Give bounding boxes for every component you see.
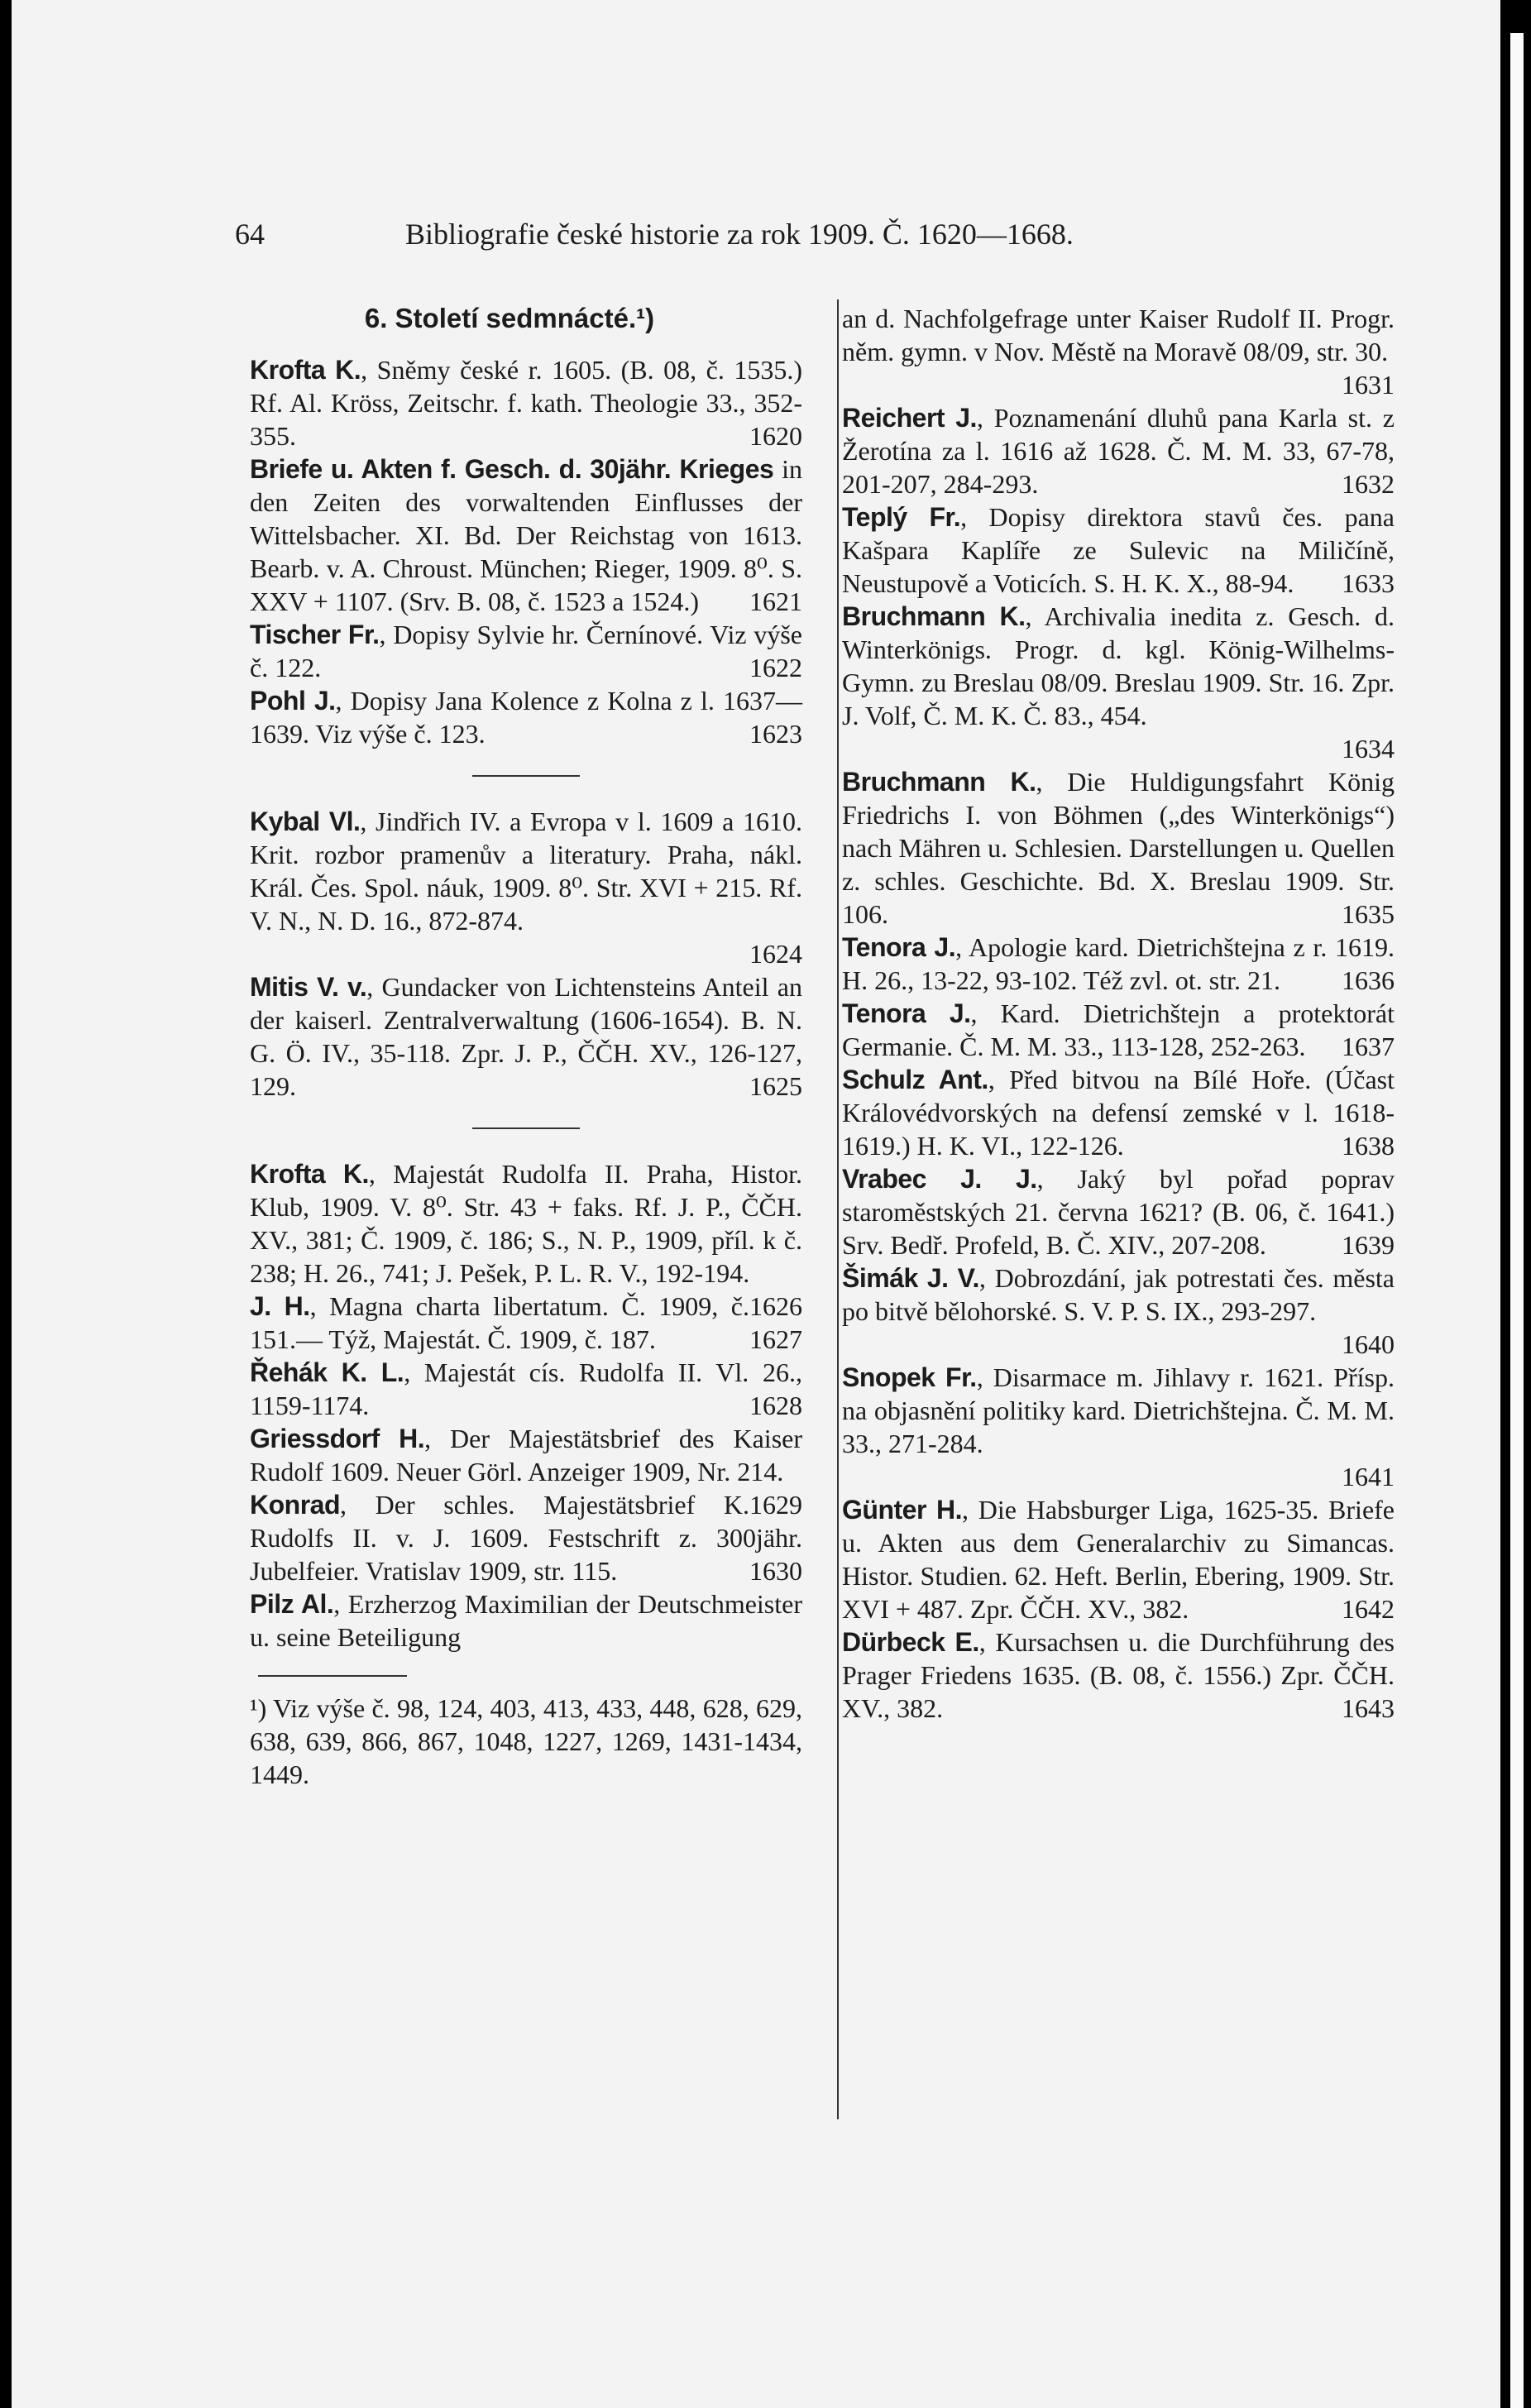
bibliography-entry <box>250 1290 802 1356</box>
entry-text: , Poznamenání dluhů pana Karla st. z Žerotína za l. 1616 až 1628. Č. M. M. 33, 67-78, 201-207, 284-293. <box>842 403 1395 499</box>
entry-author: Snopek Fr. <box>842 1362 977 1392</box>
entry-text: , Magna charta libertatum. Č. 1909, č. 151.— Týž, Majestát. Č. 1909, č. 187. <box>250 1291 750 1354</box>
entry-author: Bruchmann K. <box>842 767 1036 797</box>
bibliography-entry <box>250 1587 802 1654</box>
entry-author: Reichert J. <box>842 403 977 433</box>
entry-number: 1637 <box>1342 1032 1395 1061</box>
entry-number: 1621 <box>749 586 802 616</box>
entry-author: Mitis V. v. <box>250 972 367 1002</box>
entry-author: Konrad <box>250 1490 340 1520</box>
separator-rule <box>472 775 580 777</box>
bibliography-entry <box>842 1261 1395 1361</box>
entry-author: Griessdorf H. <box>250 1424 425 1453</box>
bibliography-entry <box>250 452 802 618</box>
entry-author: Krofta K. <box>250 1159 369 1189</box>
entry-number: 1625 <box>749 1071 802 1101</box>
entry-author: Dürbeck E. <box>842 1627 979 1657</box>
entry-number: 1624 <box>749 939 802 969</box>
entry-author: Krofta K. <box>250 355 361 385</box>
entry-group-1 <box>250 353 802 750</box>
entry-number: 1634 <box>1342 734 1395 764</box>
bibliography-entry <box>250 618 802 684</box>
bibliography-entry <box>842 1063 1395 1162</box>
entry-text: , Jindřich IV. a Evropa v l. 1609 a 1610. Krit. rozbor pramenův a literatury. Praha, nákl. Král. Čes. Spol. náuk, 1909. 8⁰. Str. XVI + 215. Rf. V. N., N. D. 16., 872-874. <box>250 807 803 936</box>
bibliography-entry <box>842 997 1395 1063</box>
entry-text: , Die Huldigungsfahrt König Friedrichs I. von Böhmen („des Winterkönigs“) nach Mähren u. Schlesien. Darstellungen u. Quellen z. schles. Geschichte. Bd. X. Breslau 1909. Str. 106. <box>842 767 1395 929</box>
footnote-rule <box>258 1675 407 1677</box>
entry-continuation: an d. Nachfolgefrage unter Kaiser Rudolf II. Progr. něm. gymn. v Nov. Městě na Moravě 08/09, str. 30. <box>842 304 1395 366</box>
entry-author: Řehák K. L. <box>250 1357 404 1387</box>
right-column <box>842 302 1395 1725</box>
entry-author: Pilz Al. <box>250 1589 334 1619</box>
entry-number: 1636 <box>1342 965 1395 995</box>
entry-text: , Před bitvou na Bílé Hoře. (Účast Královédvorských na defensí zemské v l. 1618-1619.) H. K. VI., 122-126. <box>842 1065 1395 1161</box>
entry-text: , Kard. Dietrichštejn a protektorát Germanie. Č. M. M. 33., 113-128, 252-263. <box>842 998 1395 1061</box>
entry-author: J. H. <box>250 1291 310 1321</box>
entry-author: Pohl J. <box>250 686 336 716</box>
bibliography-entry <box>842 1493 1395 1625</box>
entry-text: , Majestát Rudolfa II. Praha, Histor. Klub, 1909. V. 8⁰. Str. 43 + faks. Rf. J. P., ČČH. XV., 381; Č. 1909, č. 186; S., N. P., 1909, příl. k č. 238; H. 26., 741; J. Pešek, P. L. R. V., 192-194. <box>250 1159 803 1288</box>
entry-number: 1622 <box>749 653 802 682</box>
entry-author: Tenora J. <box>842 998 971 1028</box>
entry-author: Briefe u. Akten f. Gesch. d. 30jähr. Krieges <box>250 454 774 484</box>
entry-group-right <box>842 302 1395 1725</box>
entry-text: , Sněmy české r. 1605. (B. 08, č. 1535.) Rf. Al. Kröss, Zeitschr. f. kath. Theologie 33., 352-355. <box>250 355 803 451</box>
column-divider <box>837 299 839 2119</box>
entry-text: , Der Majestätsbrief des Kaiser Rudolf 1609. Neuer Görl. Anzeiger 1909, Nr. 214. <box>250 1424 803 1486</box>
entry-text: , Jaký byl pořad poprav staroměstských 21. června 1621? (B. 06, č. 1641.) Srv. Bedř. Profeld, B. Č. XIV., 207-208. <box>842 1164 1395 1260</box>
entry-text: , Disarmace m. Jihlavy r. 1621. Přísp. na objasnění politiky kard. Dietrichštejna. Č. M. M. 33., 271-284. <box>842 1362 1395 1458</box>
bibliography-entry <box>250 805 802 970</box>
scanned-page <box>12 0 1500 2408</box>
entry-group-2 <box>250 805 802 1103</box>
entry-number: 1620 <box>749 421 802 451</box>
entry-author: Šimák J. V. <box>842 1263 979 1293</box>
bibliography-entry <box>842 401 1395 500</box>
entry-author: Teplý Fr. <box>842 502 961 532</box>
entry-number: 1643 <box>1342 1693 1395 1723</box>
entry-text: , Dopisy direktora stavů čes. pana Kašpara Kaplíře ze Sulevic na Miličíně, Neustupově a Voticích. S. H. K. X., 88-94. <box>842 502 1395 598</box>
entry-author: Tenora J. <box>842 932 956 962</box>
entry-number: 1626 <box>749 1291 802 1321</box>
entry-number: 1638 <box>1342 1131 1395 1161</box>
entry-number: 1639 <box>1342 1230 1395 1260</box>
entry-number: 1635 <box>1342 899 1395 929</box>
entry-text: , Archivalia inedita z. Gesch. d. Winterkönigs. Progr. d. kgl. König-Wilhelms-Gymn. zu Breslau 08/09. Breslau 1909. Str. 16. Zpr. J. Volf, Č. M. K. Č. 83., 454. <box>842 601 1395 730</box>
entry-number: 1640 <box>1342 1329 1395 1359</box>
entry-text: , Der schles. Majestätsbrief K. Rudolfs II. v. J. 1609. Festschrift z. 300jähr. Jubelfeier. Vratislav 1909, str. 115. <box>250 1490 802 1586</box>
entry-text: , Kursachsen u. die Durchführung des Prager Friedens 1635. (B. 08, č. 1556.) Zpr. ČČH. XV., 382. <box>842 1627 1395 1723</box>
entry-text: , Erzherzog Maximilian der Deutschmeister u. seine Beteiligung <box>250 1589 803 1652</box>
entry-author: Bruchmann K. <box>842 601 1026 631</box>
bibliography-entry <box>842 1361 1395 1493</box>
entry-number: 1633 <box>1342 568 1395 598</box>
entry-text: , Dobrozdání, jak potrestati čes. města po bitvě bělohorské. S. V. P. S. IX., 293-297. <box>842 1263 1395 1326</box>
page-edge <box>1510 33 1524 2408</box>
entry-text: , Majestát cís. Rudolfa II. Vl. 26., 1159-1174. <box>250 1357 803 1420</box>
entry-number: 1642 <box>1342 1594 1395 1624</box>
bibliography-entry <box>250 353 802 452</box>
bibliography-entry <box>842 500 1395 600</box>
bibliography-entry <box>250 684 802 750</box>
entry-text: , Dopisy Jana Kolence z Kolna z l. 1637—1639. Viz výše č. 123. <box>250 686 803 749</box>
bibliography-entry <box>842 302 1395 401</box>
entry-text: , Die Habsburger Liga, 1625-35. Briefe u. Akten aus dem Generalarchiv zu Simancas. Histor. Studien. 62. Heft. Berlin, Ebering, 1909. Str. XVI + 487. Zpr. ČČH. XV., 382. <box>842 1495 1395 1624</box>
bibliography-entry <box>842 1162 1395 1261</box>
entry-number: 1641 <box>1342 1462 1395 1491</box>
entry-text: , Gundacker von Lichtensteins Anteil an der kaiserl. Zentralverwaltung (1606-1654). B. N. G. Ö. IV., 35-118. Zpr. J. P., ČČH. XV., 126-127, 129. <box>250 972 803 1101</box>
entry-text: , Dopisy Sylvie hr. Černínové. Viz výše č. 122. <box>250 620 803 682</box>
footnote: ¹) Viz výše č. 98, 124, 403, 413, 433, 448, 628, 629, 638, 639, 866, 867, 1048, 1227, 1269, 1431-1434, 1449. <box>250 1693 802 1789</box>
entry-number: 1629 <box>749 1490 802 1520</box>
section-title: 6. Století sedmnácté.¹) <box>364 303 655 333</box>
entry-number: 1628 <box>749 1391 802 1420</box>
page-number: 64 <box>235 218 265 251</box>
entry-author: Schulz Ant. <box>842 1065 988 1094</box>
entry-author: Tischer Fr. <box>250 620 380 649</box>
bibliography-entry <box>842 1625 1395 1725</box>
bibliography-entry <box>842 931 1395 997</box>
bibliography-entry <box>842 765 1395 931</box>
entry-number: 1623 <box>749 719 802 749</box>
entry-text: in den Zeiten des vorwaltenden Einflusses der Wittelsbacher. XI. Bd. Der Reichstag von 1613. Bearb. v. A. Chroust. München; Rieger, 1909. 8⁰. S. XXV + 1107. (Srv. B. 08, č. 1523 a 1524.) <box>250 454 803 616</box>
entry-text: , Apologie kard. Dietrichštejna z r. 1619. H. 26., 13-22, 93-102. Též zvl. ot. str. 21. <box>842 932 1395 995</box>
entry-number: 1630 <box>749 1556 802 1586</box>
entry-author: Günter H. <box>842 1495 963 1525</box>
entry-number: 1627 <box>749 1324 802 1354</box>
entry-number: 1632 <box>1342 469 1395 499</box>
separator-rule <box>472 1127 580 1129</box>
bibliography-entry <box>842 600 1395 765</box>
entry-number: 1631 <box>1342 370 1395 400</box>
bibliography-entry <box>250 1488 802 1587</box>
left-column <box>250 302 802 1791</box>
bibliography-entry <box>250 970 802 1103</box>
header-title: Bibliografie české historie za rok 1909. Č. 1620—1668. <box>405 218 1074 251</box>
entry-author: Vrabec J. J. <box>842 1164 1037 1194</box>
bibliography-entry <box>250 1356 802 1422</box>
entry-group-3 <box>250 1157 802 1654</box>
entry-author: Kybal Vl. <box>250 807 361 836</box>
